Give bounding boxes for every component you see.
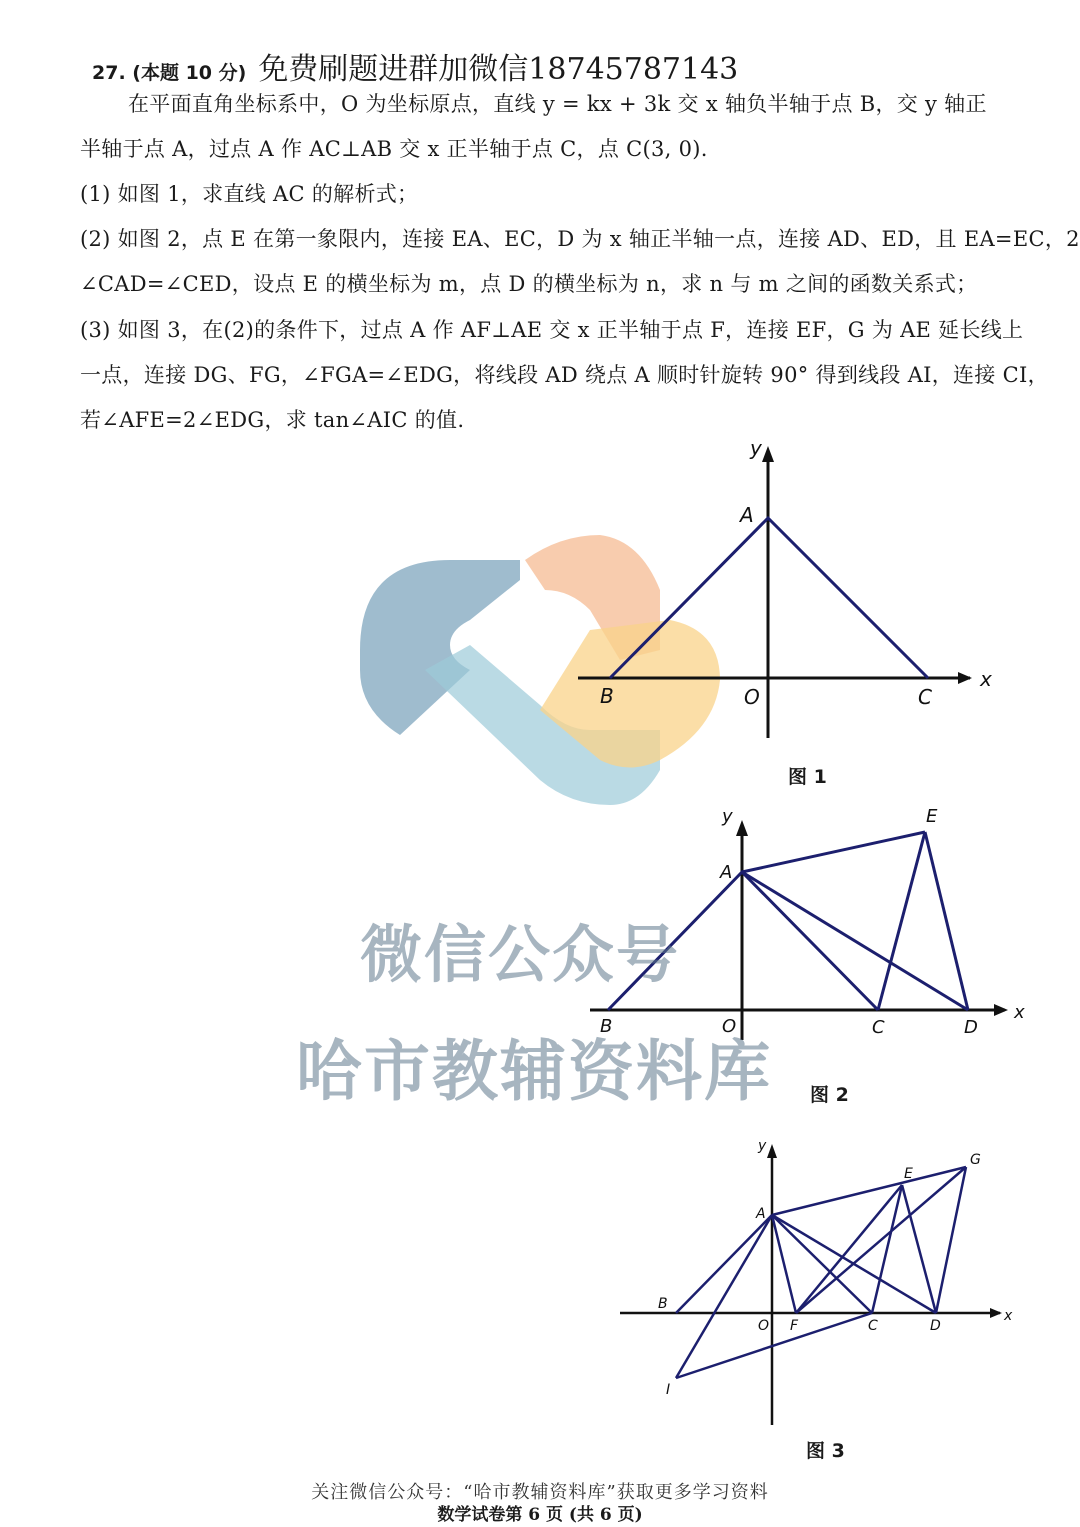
problem-line-1: 在平面直角坐标系中，O 为坐标原点，直线 y = kx + 3k 交 x 轴负半轴于点 B，交 y 轴正 (128, 92, 987, 116)
fig3-label-D: D (930, 1318, 941, 1334)
fig1-label-A: A (740, 503, 754, 527)
promo-text: 免费刷题进群加微信18745787143 (258, 52, 739, 87)
question-number: 27. (本题 10 分) (92, 62, 247, 84)
part-1-text: (1) 如图 1，求直线 AC 的解析式； (80, 182, 419, 206)
fig3-label-C: C (868, 1318, 878, 1334)
fig1-label-O: O (744, 685, 760, 709)
fig3-label-A: A (756, 1206, 766, 1222)
fig2-label-B: B (600, 1016, 613, 1037)
fig3-label-B: B (658, 1296, 668, 1312)
fig3-label-G: G (970, 1152, 981, 1168)
figure-1 (560, 430, 1000, 750)
footer-notice: 关注微信公众号：“哈市教辅资料库”获取更多学习资料 (311, 1482, 769, 1503)
fig2-label-y: y (722, 806, 733, 827)
fig2-label-x: x (1014, 1002, 1025, 1023)
figure-3 (610, 1130, 1020, 1440)
fig3-label-y: y (758, 1138, 767, 1154)
fig2-caption: 图 2 (810, 1084, 849, 1106)
fig2-label-E: E (926, 806, 938, 827)
fig1-caption: 图 1 (788, 766, 827, 788)
question-header (92, 44, 738, 88)
fig1-label-C: C (918, 685, 932, 709)
fig2-label-O: O (722, 1016, 737, 1037)
problem-line-2: 半轴于点 A，过点 A 作 AC⊥AB 交 x 正半轴于点 C，点 C(3, 0). (80, 137, 708, 161)
fig3-shapes (676, 1167, 966, 1378)
fig3-label-E: E (904, 1166, 913, 1182)
part-3-text-2: 一点，连接 DG、FG，∠FGA=∠EDG，将线段 AD 绕点 A 顺时针旋转 90° 得到线段 AI，连接 CI， (80, 363, 1049, 387)
part-2-text-2: ∠CAD=∠CED，设点 E 的横坐标为 m，点 D 的横坐标为 n，求 n 与 m 之间的函数关系式； (80, 272, 978, 296)
watermark-text-1: 微信公众号 (360, 918, 681, 991)
fig3-label-F: F (790, 1318, 799, 1334)
fig3-caption: 图 3 (806, 1440, 845, 1462)
footer-page-number: 数学试卷第 6 页 (共 6 页) (437, 1505, 643, 1525)
fig3-label-x: x (1004, 1308, 1013, 1324)
fig2-label-A: A (720, 862, 733, 883)
fig1-label-y: y (750, 436, 762, 460)
fig1-label-B: B (600, 684, 614, 708)
fig1-label-x: x (980, 667, 992, 691)
part-3-text-3: 若∠AFE=2∠EDG，求 tan∠AIC 的值. (80, 408, 465, 432)
part-3-text-1: (3) 如图 3，在(2)的条件下，过点 A 作 AF⊥AE 交 x 正半轴于点 F，连接 EF，G 为 AE 延长线上 (80, 318, 1024, 342)
fig2-label-C: C (872, 1017, 885, 1038)
fig3-label-O: O (758, 1318, 770, 1334)
watermark-text-2: 哈市教辅资料库 (296, 1033, 772, 1110)
part-2-text-1: (2) 如图 2，点 E 在第一象限内，连接 EA、EC，D 为 x 轴正半轴一点，连接 AD、ED，且 EA=EC，2 (80, 227, 1080, 251)
fig3-label-I: I (666, 1382, 671, 1398)
fig2-label-D: D (964, 1017, 978, 1038)
